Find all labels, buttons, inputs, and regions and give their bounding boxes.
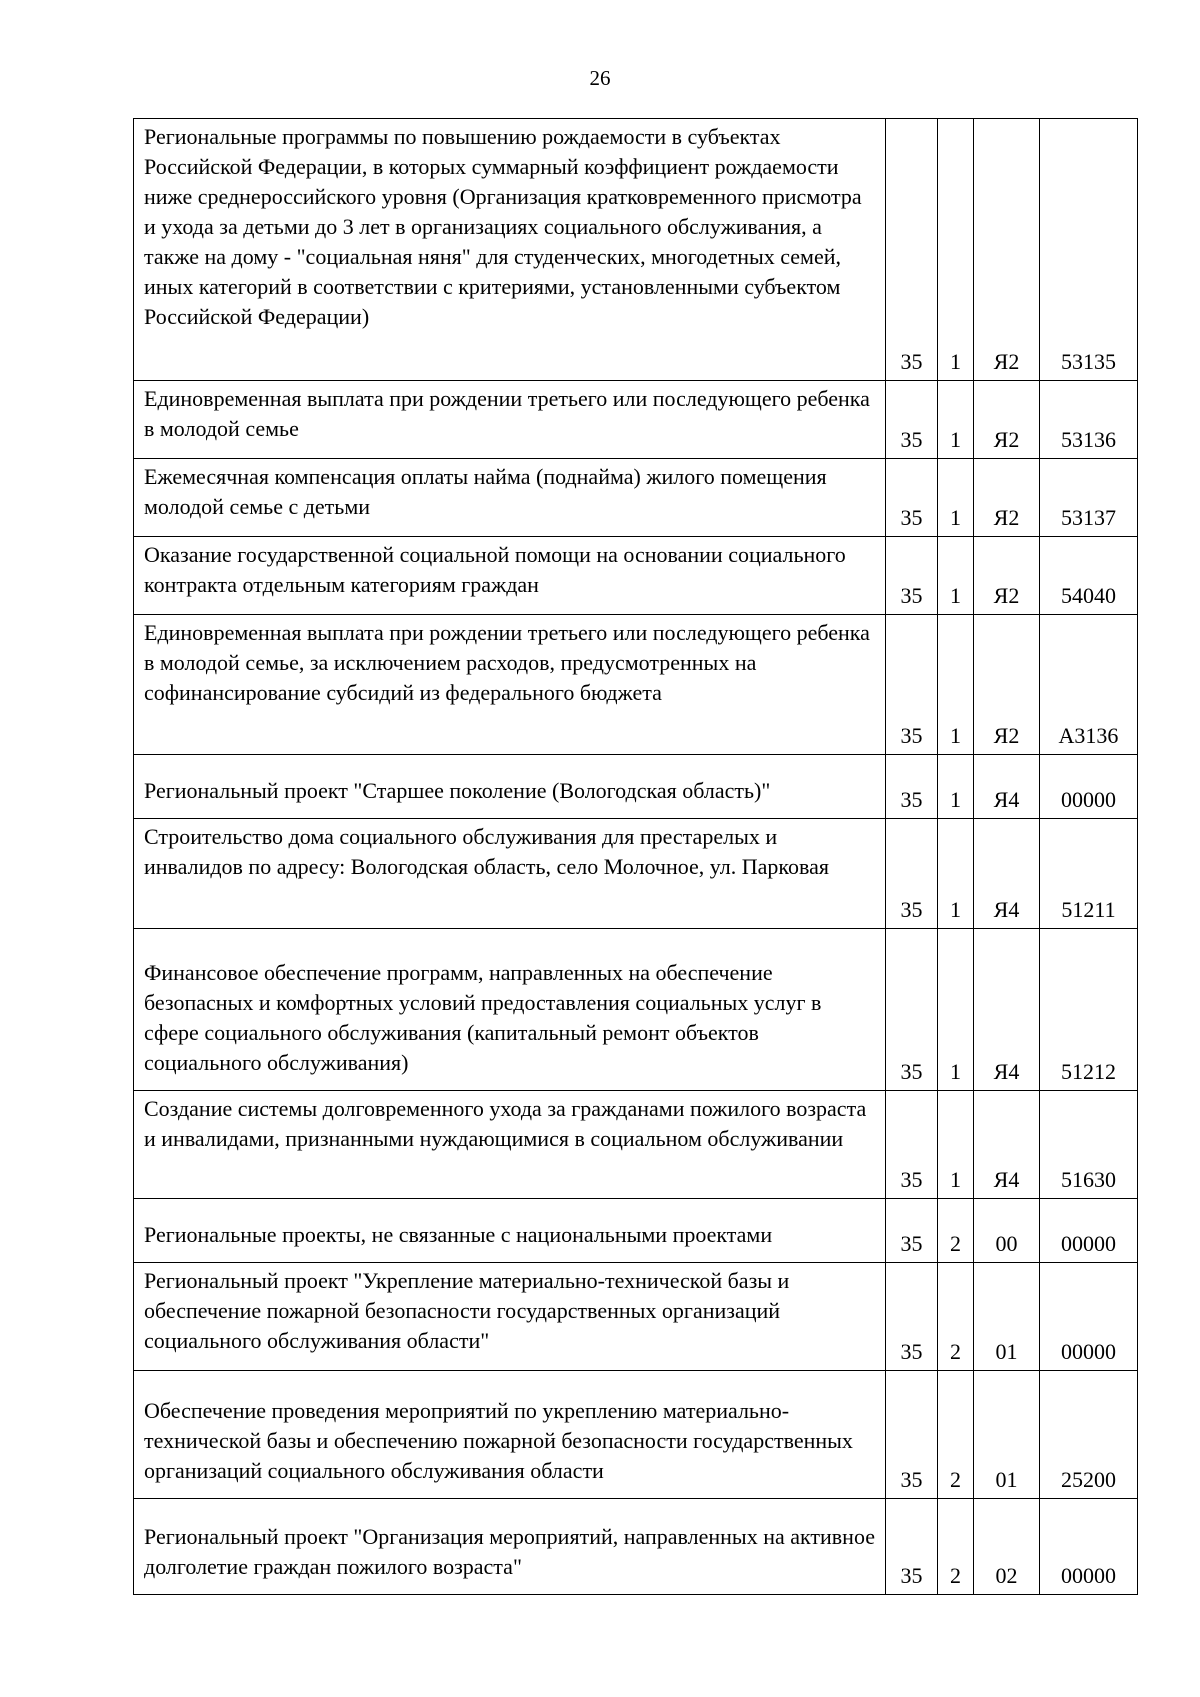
row-description: Единовременная выплата при рождении третьего или последующего ребенка в молодой семье [134,381,886,459]
row-description: Региональный проект "Укрепление материально-технической базы и обеспечение пожарной безопасности государственных организаций социального обслуживания области" [134,1263,886,1371]
table-row [134,819,1138,929]
program-code: 35 [886,1263,938,1371]
program-code: 35 [886,819,938,929]
program-code: 35 [886,755,938,819]
table-row [134,119,1138,381]
project-code: Я2 [974,459,1040,537]
project-code: Я4 [974,929,1040,1091]
direction-code: 00000 [1040,1263,1138,1371]
subprogram-code: 1 [938,929,974,1091]
table-row [134,1199,1138,1263]
row-description: Создание системы долговременного ухода за гражданами пожилого возраста и инвалидами, признанными нуждающимися в социальном обслуживании [134,1091,886,1199]
row-description: Единовременная выплата при рождении третьего или последующего ребенка в молодой семье, за исключением расходов, предусмотренных на софинансирование субсидий из федерального бюджета [134,615,886,755]
program-code: 35 [886,1091,938,1199]
program-code: 35 [886,381,938,459]
project-code: 01 [974,1371,1040,1499]
table-row [134,459,1138,537]
row-description: Строительство дома социального обслуживания для престарелых и инвалидов по адресу: Вологодская область, село Молочное, ул. Парковая [134,819,886,929]
program-code: 35 [886,459,938,537]
direction-code: 51212 [1040,929,1138,1091]
project-code: 01 [974,1263,1040,1371]
project-code: Я4 [974,1091,1040,1199]
table-row [134,1371,1138,1499]
row-description: Региональные программы по повышению рождаемости в субъектах Российской Федерации, в которых суммарный коэффициент рождаемости ниже среднероссийского уровня (Организация кратковременного присмотра и ухода за детьми до 3 лет в организациях социального обслуживания, а также на дому - "социальная няня" для студенческих, многодетных семей, иных категорий в соответствии с критериями, установленными субъектом Российской Федерации) [134,119,886,381]
program-code: 35 [886,1499,938,1595]
row-description: Финансовое обеспечение программ, направленных на обеспечение безопасных и комфортных условий предоставления социальных услуг в сфере социального обслуживания (капитальный ремонт объектов социального обслуживания) [134,929,886,1091]
project-code: Я2 [974,381,1040,459]
row-description: Региональные проекты, не связанные с национальными проектами [134,1199,886,1263]
direction-code: 54040 [1040,537,1138,615]
table-row [134,381,1138,459]
project-code: Я4 [974,819,1040,929]
program-code: 35 [886,537,938,615]
direction-code: 53137 [1040,459,1138,537]
program-code: 35 [886,929,938,1091]
subprogram-code: 2 [938,1263,974,1371]
subprogram-code: 1 [938,615,974,755]
row-description: Региональный проект "Старшее поколение (Вологодская область)" [134,755,886,819]
project-code: Я4 [974,755,1040,819]
row-description: Ежемесячная компенсация оплаты найма (поднайма) жилого помещения молодой семье с детьми [134,459,886,537]
direction-code: А3136 [1040,615,1138,755]
table-row [134,755,1138,819]
direction-code: 00000 [1040,1499,1138,1595]
table-row [134,1091,1138,1199]
project-code: Я2 [974,537,1040,615]
program-code: 35 [886,1199,938,1263]
project-code: 02 [974,1499,1040,1595]
direction-code: 53135 [1040,119,1138,381]
program-code: 35 [886,1371,938,1499]
subprogram-code: 2 [938,1499,974,1595]
direction-code: 00000 [1040,755,1138,819]
table-row [134,1263,1138,1371]
page-number: 26 [589,66,611,90]
direction-code: 53136 [1040,381,1138,459]
direction-code: 51630 [1040,1091,1138,1199]
subprogram-code: 2 [938,1371,974,1499]
program-code: 35 [886,615,938,755]
project-code: Я2 [974,615,1040,755]
subprogram-code: 2 [938,1199,974,1263]
subprogram-code: 1 [938,119,974,381]
table-row [134,929,1138,1091]
direction-code: 51211 [1040,819,1138,929]
row-description: Региональный проект "Организация мероприятий, направленных на активное долголетие граждан пожилого возраста" [134,1499,886,1595]
program-code: 35 [886,119,938,381]
subprogram-code: 1 [938,537,974,615]
row-description: Оказание государственной социальной помощи на основании социального контракта отдельным категориям граждан [134,537,886,615]
table-row [134,615,1138,755]
subprogram-code: 1 [938,755,974,819]
project-code: 00 [974,1199,1040,1263]
direction-code: 25200 [1040,1371,1138,1499]
subprogram-code: 1 [938,819,974,929]
subprogram-code: 1 [938,459,974,537]
project-code: Я2 [974,119,1040,381]
budget-classification-table [133,118,1138,1595]
table-row [134,537,1138,615]
direction-code: 00000 [1040,1199,1138,1263]
subprogram-code: 1 [938,381,974,459]
table-row [134,1499,1138,1595]
row-description: Обеспечение проведения мероприятий по укреплению материально-технической базы и обеспечению пожарной безопасности государственных организаций социального обслуживания области [134,1371,886,1499]
subprogram-code: 1 [938,1091,974,1199]
